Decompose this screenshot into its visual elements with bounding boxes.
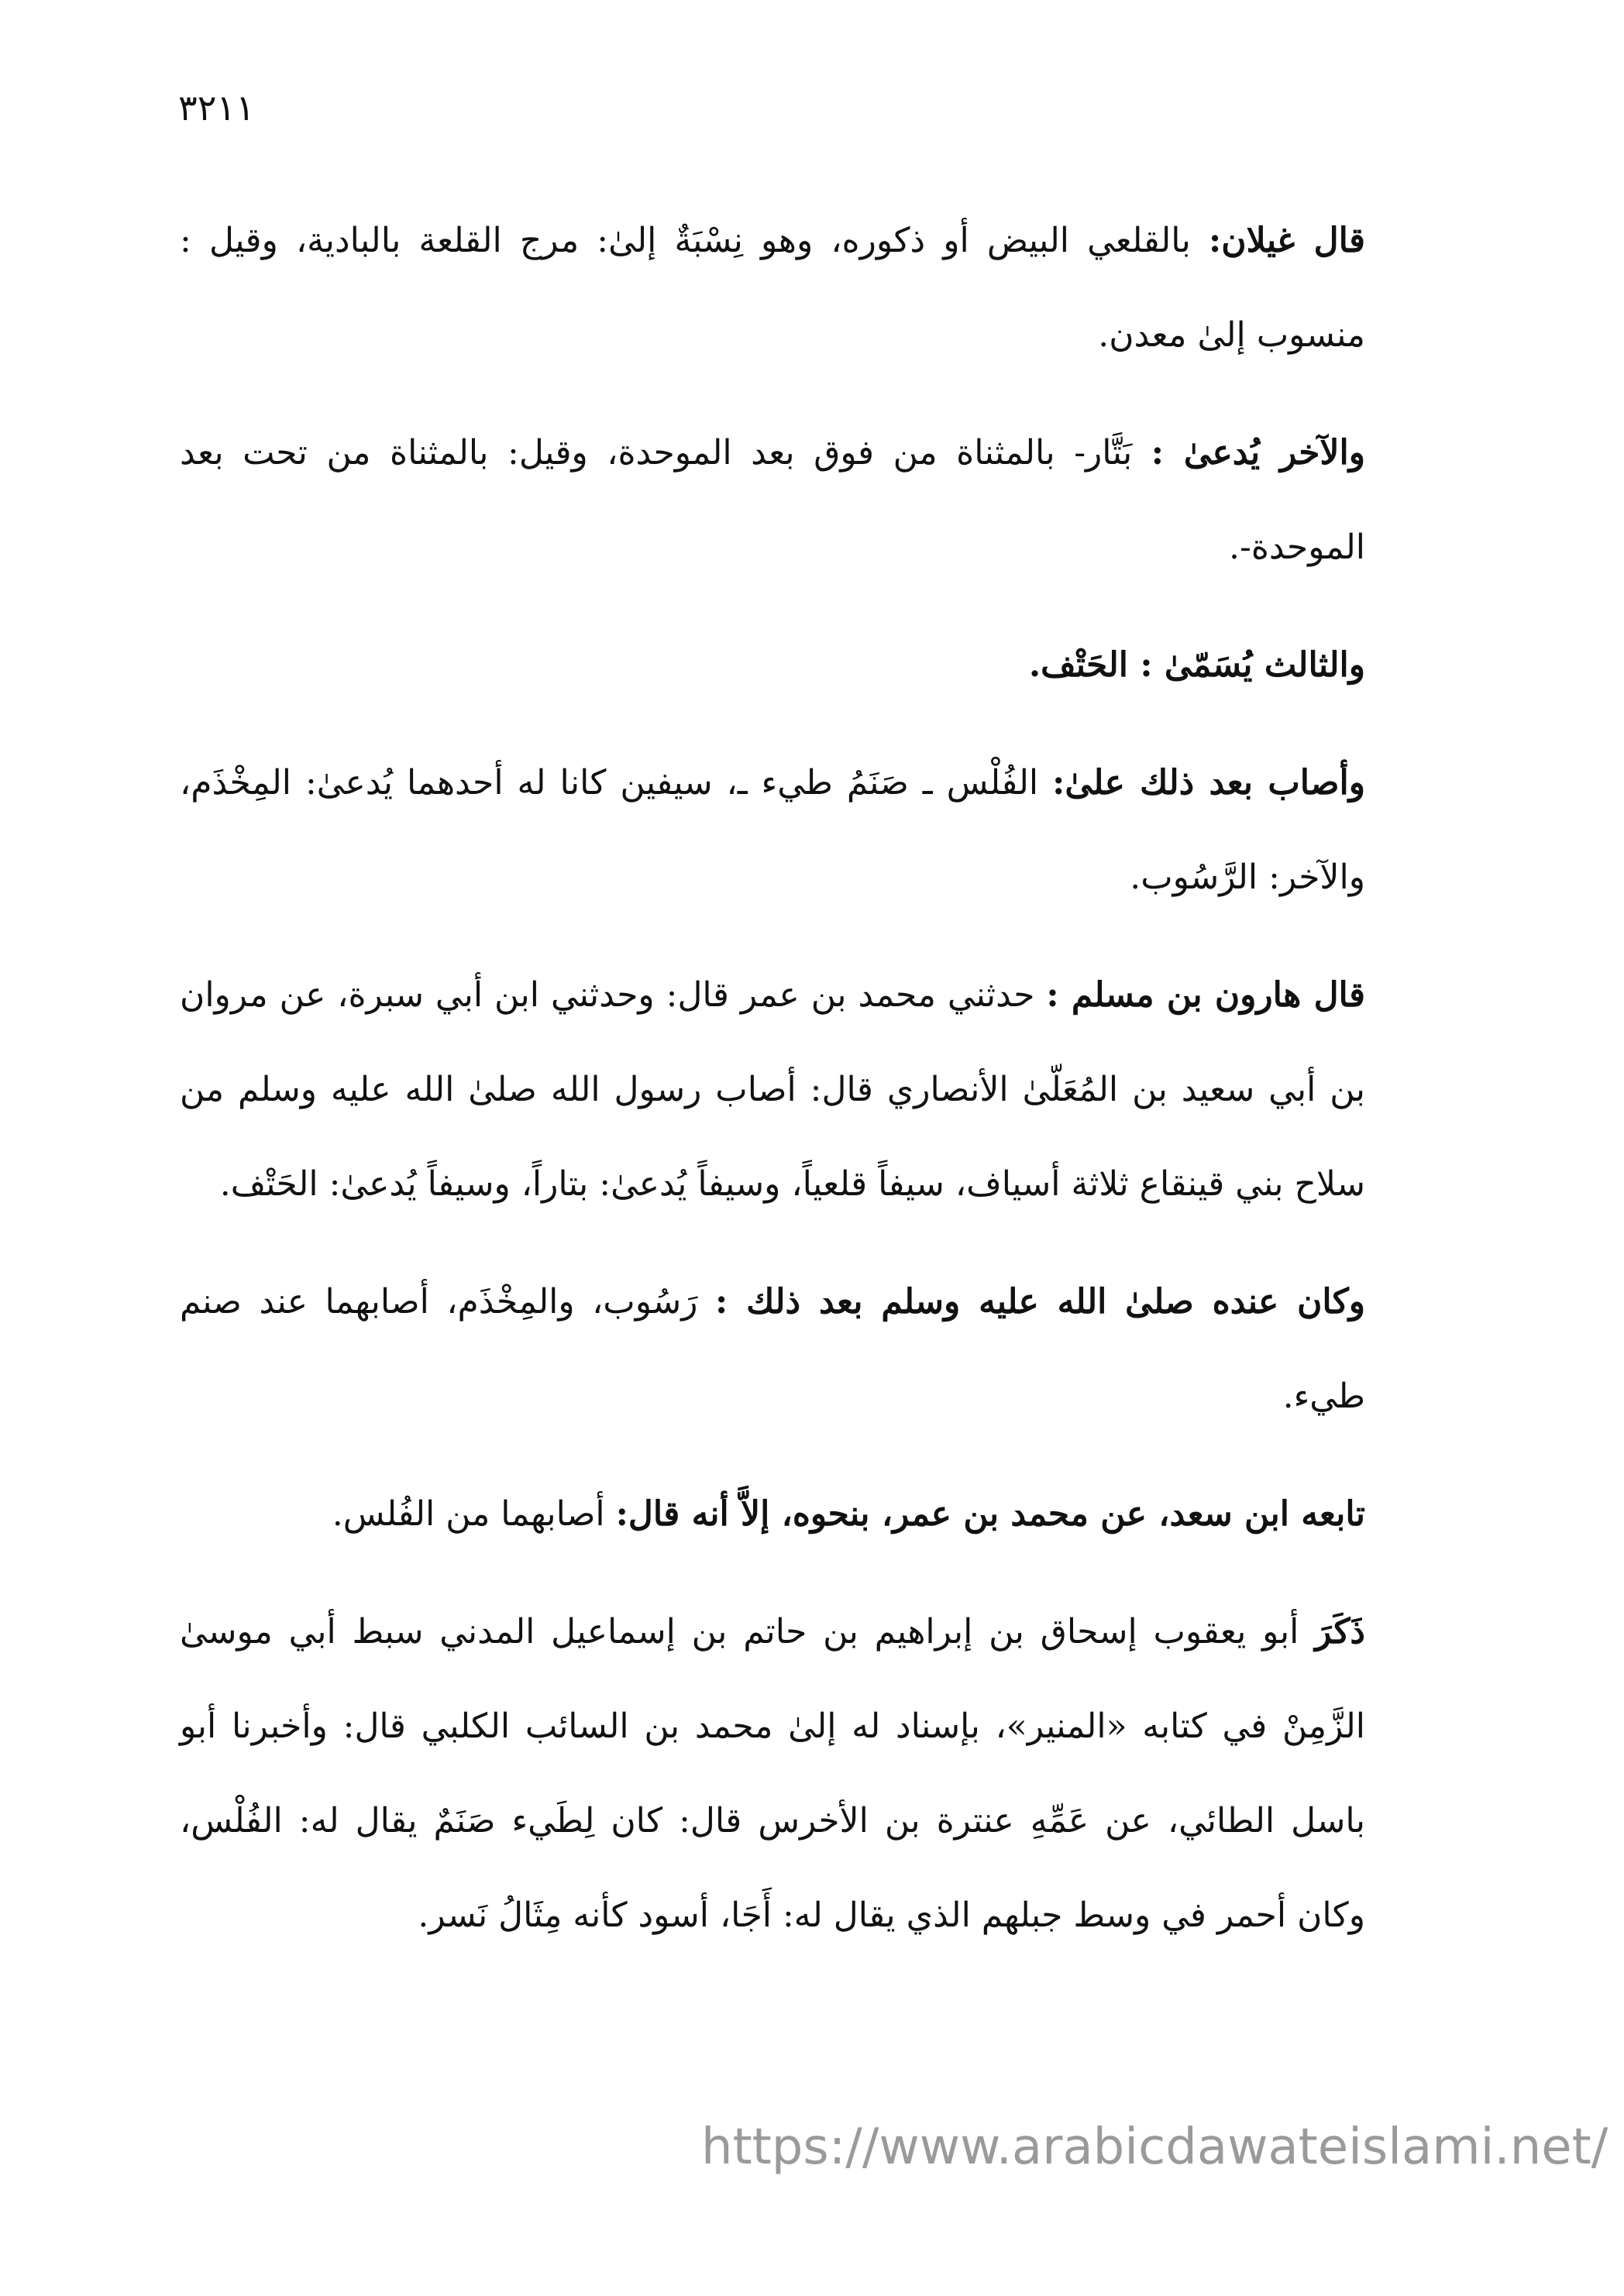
paragraph-text: رَسُوب، والمِخْذَم، أصابهما عند صنم طيء. (180, 1282, 1365, 1416)
paragraph (180, 1255, 1365, 1444)
paragraph-text: الفُلْس ـ صَنَمُ طيء ـ، سيفين كانا له أحدهما يُدعىٰ: المِخْذَم، والآخر: الرَّسُوب. (180, 763, 1365, 897)
paragraph (180, 194, 1365, 383)
paragraph-lead: والآخر يُدعىٰ : (1151, 433, 1365, 473)
paragraph (180, 736, 1365, 925)
paragraph-lead: وكان عنده صلىٰ الله عليه وسلم بعد ذلك : (715, 1282, 1365, 1322)
paragraph-lead: قال هارون بن مسلم : (1046, 975, 1365, 1015)
paragraph-text: بَتَّار- بالمثناة من فوق بعد الموحدة، وقيل: بالمثناة من تحت بعد الموحدة-. (180, 433, 1365, 567)
paragraph (180, 948, 1365, 1232)
paragraph (180, 1585, 1365, 1963)
paragraph-text: حدثني محمد بن عمر قال: وحدثني ابن أبي سبرة، عن مروان بن أبي سعيد بن المُعَلّىٰ الأنصاري قال: أصاب رسول الله صلىٰ الله عليه وسلم من سلاح بني قينقاع ثلاثة أسياف، سيفاً قلعياً، وسيفاً يُدعىٰ: بتاراً، وسيفاً يُدعىٰ: الحَتْف. (180, 975, 1365, 1204)
paragraph-text: أصابهما من الفُلس. (332, 1494, 616, 1534)
paragraph-lead: وأصاب بعد ذلك علىٰ: (1052, 763, 1365, 803)
paragraph (180, 406, 1365, 595)
paragraph-lead: قال غيلان: (1209, 221, 1366, 260)
paragraph (180, 1467, 1365, 1562)
paragraph-lead: ذَكَرَ (1315, 1612, 1365, 1652)
paragraph (180, 618, 1365, 713)
main-text (180, 194, 1365, 1986)
paragraph-lead: تابعه ابن سعد، عن محمد بن عمر، بنحوه، إلاَّ أنه قال: (615, 1494, 1365, 1534)
paragraph-text: بالقلعي البيض أو ذكوره، وهو نِسْبَةٌ إلىٰ: مرج القلعة بالبادية، وقيل : منسوب إلىٰ معدن. (180, 221, 1365, 355)
paragraph-lead: والثالث يُسَمّىٰ : الحَتْف. (1028, 645, 1365, 685)
paragraph-text: أبو يعقوب إسحاق بن إبراهيم بن حاتم بن إسماعيل المدني سبط أبي موسىٰ الزَّمِنْ في كتابه «المنير»، بإسناد له إلىٰ محمد بن السائب الكلبي قال: وأخبرنا أبو باسل الطائي، عن عَمِّهِ عنترة بن الأخرس قال: كان لِطَيء صَنَمٌ يقال له: الفُلْس، وكان أحمر في وسط جبلهم الذي يقال له: أَجَا، أسود كأنه مِثَالُ نَسر. (180, 1612, 1365, 1935)
watermark-url: https://www.arabicdawateislami.net/ (701, 2119, 1609, 2176)
page-number: ٣٢١١ (178, 87, 255, 129)
